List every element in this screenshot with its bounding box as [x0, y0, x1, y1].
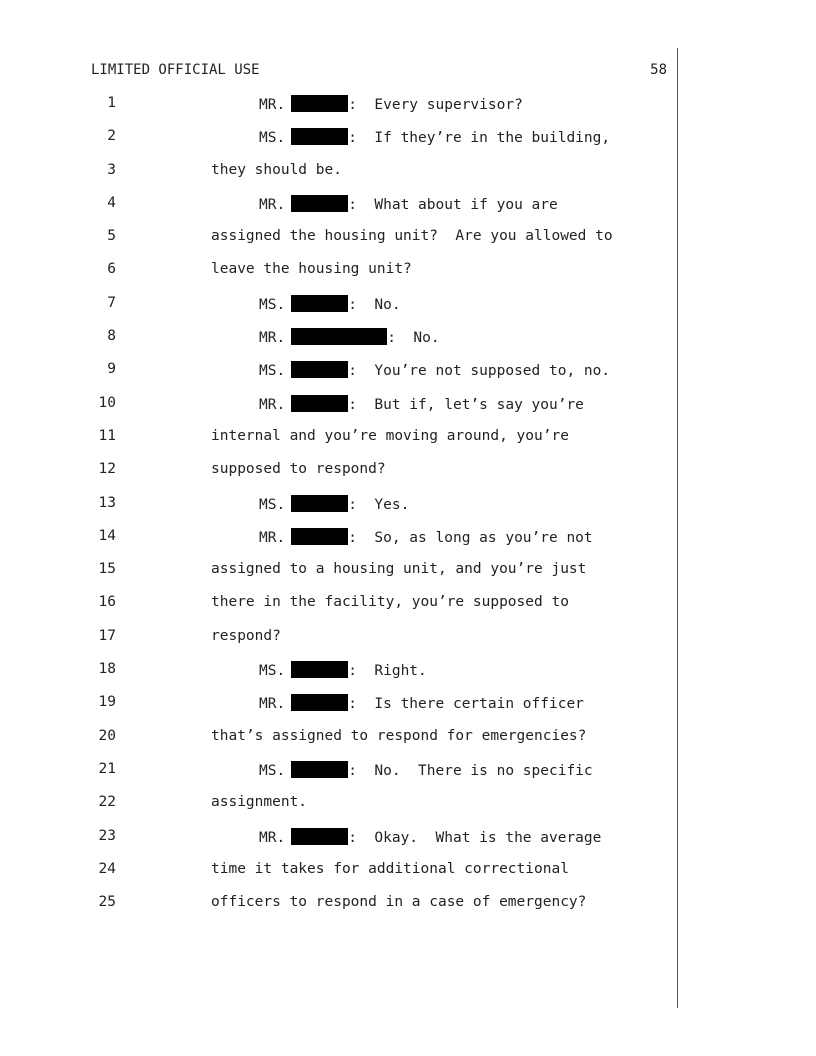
- line-number: 3: [107, 161, 116, 178]
- redaction-block: [291, 528, 348, 545]
- line-text: assigned to a housing unit, and you’re just: [211, 561, 587, 578]
- line-text: leave the housing unit?: [211, 261, 412, 278]
- line-text: that’s assigned to respond for emergencies?: [211, 727, 587, 744]
- speaker-title: MS.: [259, 296, 286, 313]
- transcript-line: [0, 495, 816, 528]
- utterance: : If they’re in the building,: [348, 130, 611, 147]
- utterance: : Right.: [348, 663, 427, 680]
- transcript-line: [0, 894, 816, 927]
- line-text: [259, 361, 610, 379]
- line-number: 17: [98, 627, 116, 644]
- utterance: : But if, let’s say you’re: [348, 396, 584, 413]
- line-number: 7: [107, 294, 116, 311]
- line-number: 2: [107, 128, 116, 145]
- line-text: they should be.: [211, 161, 342, 178]
- line-number: 16: [98, 594, 116, 611]
- transcript-line: [0, 628, 816, 661]
- transcript-line: [0, 528, 816, 561]
- line-number: 8: [107, 328, 116, 345]
- line-text: [259, 95, 523, 113]
- line-text: [259, 195, 558, 213]
- line-number: 18: [98, 661, 116, 678]
- speaker-title: MR.: [259, 97, 286, 113]
- transcript-line: [0, 461, 816, 494]
- transcript-line: [0, 95, 816, 128]
- transcript-line: [0, 295, 816, 328]
- speaker-title: MR.: [259, 829, 286, 846]
- line-number: 12: [98, 461, 116, 478]
- utterance: : Yes.: [348, 496, 410, 513]
- transcript-line: [0, 794, 816, 827]
- transcript-line: [0, 261, 816, 294]
- line-number: 20: [98, 727, 116, 744]
- transcript-line: [0, 861, 816, 894]
- transcript-line: [0, 661, 816, 694]
- line-text: there in the facility, you’re supposed to: [211, 594, 569, 611]
- utterance: : Okay. What is the average: [348, 829, 602, 846]
- transcript-line: [0, 594, 816, 627]
- utterance: : Every supervisor?: [348, 97, 523, 113]
- speaker-title: MS.: [259, 663, 286, 680]
- transcript-line: [0, 328, 816, 361]
- line-text: officers to respond in a case of emergency?: [211, 894, 587, 911]
- transcript-line: [0, 361, 816, 394]
- speaker-title: MR.: [259, 396, 286, 413]
- line-number: 23: [98, 827, 116, 844]
- page-number: 58: [650, 62, 667, 78]
- speaker-title: MR.: [259, 696, 286, 713]
- redaction-block: [291, 361, 348, 378]
- transcript-line: [0, 195, 816, 228]
- line-number: 13: [98, 494, 116, 511]
- transcript-line: [0, 162, 816, 195]
- speaker-title: MS.: [259, 762, 286, 779]
- line-text: [259, 295, 401, 313]
- line-text: [259, 661, 427, 679]
- page-header: [91, 62, 667, 80]
- utterance: : So, as long as you’re not: [348, 529, 593, 546]
- line-number: 9: [107, 361, 116, 378]
- line-number: 5: [107, 228, 116, 245]
- redaction-block: [291, 195, 348, 212]
- line-text: respond?: [211, 627, 281, 644]
- speaker-title: MR.: [259, 330, 286, 347]
- utterance: : No. There is no specific: [348, 762, 593, 779]
- line-number: 4: [107, 194, 116, 211]
- line-number: 11: [98, 427, 116, 444]
- line-number: 6: [107, 261, 116, 278]
- line-number: 21: [98, 760, 116, 777]
- line-number: 15: [98, 561, 116, 578]
- line-text: [259, 528, 593, 546]
- utterance: : You’re not supposed to, no.: [348, 363, 611, 380]
- utterance: : Is there certain officer: [348, 696, 584, 713]
- speaker-title: MS.: [259, 496, 286, 513]
- speaker-title: MS.: [259, 363, 286, 380]
- line-text: [259, 128, 610, 146]
- line-number: 14: [98, 527, 116, 544]
- redaction-block: [291, 694, 348, 711]
- transcript-line: [0, 395, 816, 428]
- transcript-line: [0, 561, 816, 594]
- speaker-title: MR.: [259, 529, 286, 546]
- speaker-title: MS.: [259, 130, 286, 147]
- line-text: supposed to respond?: [211, 461, 386, 478]
- transcript-line: [0, 428, 816, 461]
- transcript-line: [0, 228, 816, 261]
- line-text: [259, 328, 440, 346]
- redaction-block: [291, 328, 387, 345]
- line-number: 25: [98, 894, 116, 911]
- transcript-body: [0, 95, 816, 927]
- redaction-block: [291, 828, 348, 845]
- transcript-line: [0, 128, 816, 161]
- line-number: 22: [98, 794, 116, 811]
- line-number: 1: [107, 95, 116, 111]
- transcript-line: [0, 694, 816, 727]
- line-text: [259, 761, 593, 779]
- line-text: [259, 395, 584, 413]
- utterance: : No.: [387, 330, 440, 347]
- utterance: : No.: [348, 296, 401, 313]
- speaker-title: MR.: [259, 196, 286, 213]
- line-text: time it takes for additional correctional: [211, 860, 569, 877]
- line-number: 19: [98, 694, 116, 711]
- transcript-line: [0, 728, 816, 761]
- redaction-block: [291, 495, 348, 512]
- line-number: 24: [98, 860, 116, 877]
- line-text: assigned the housing unit? Are you allowed to: [211, 228, 613, 245]
- line-text: assignment.: [211, 794, 308, 811]
- transcript-line: [0, 761, 816, 794]
- line-text: [259, 495, 409, 513]
- redaction-block: [291, 128, 348, 145]
- redaction-block: [291, 661, 348, 678]
- transcript-line: [0, 828, 816, 861]
- redaction-block: [291, 95, 348, 112]
- utterance: : What about if you are: [348, 196, 558, 213]
- classification-label: LIMITED OFFICIAL USE: [91, 62, 260, 78]
- redaction-block: [291, 395, 348, 412]
- line-number: 10: [98, 394, 116, 411]
- redaction-block: [291, 295, 348, 312]
- line-text: internal and you’re moving around, you’re: [211, 427, 569, 444]
- redaction-block: [291, 761, 348, 778]
- line-text: [259, 828, 601, 846]
- line-text: [259, 694, 584, 712]
